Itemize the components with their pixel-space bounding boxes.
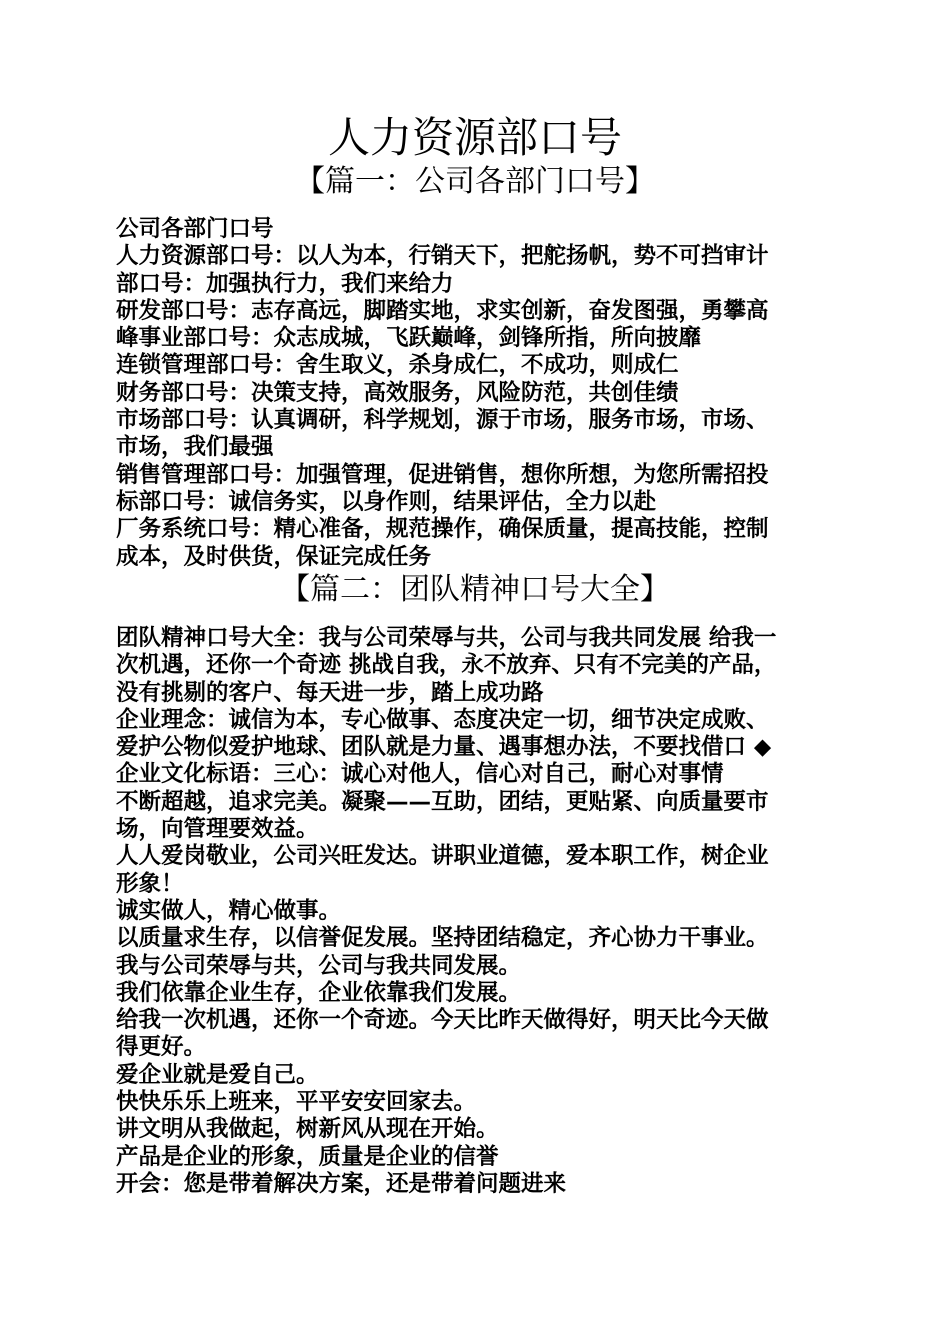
text-line: 企业理念：诚信为本，专心做事、态度决定一切，细节决定成败、: [116, 706, 769, 733]
text-line: 爱企业就是爱自己。: [116, 1061, 319, 1088]
text-line: 销售管理部口号：加强管理，促进销售，想你所想，为您所需招投: [116, 461, 769, 488]
section-heading-2: 【篇二：团队精神口号大全】: [280, 572, 670, 607]
text-line: 形象！: [116, 870, 184, 897]
text-line: 研发部口号：志存高远，脚踏实地，求实创新，奋发图强，勇攀高: [116, 297, 769, 324]
section-1-body: [116, 216, 836, 571]
text-line: 标部口号：诚信务实，以身作则，结果评估，全力以赴: [116, 488, 657, 515]
text-line: 部口号：加强执行力，我们来给力: [116, 270, 454, 297]
text-line: 诚实做人，精心做事。: [116, 897, 342, 924]
text-line: 人力资源部口号：以人为本，行销天下，把舵扬帆，势不可挡审计: [116, 243, 769, 270]
text-line: 开会：您是带着解决方案，还是带着问题进来: [116, 1170, 567, 1197]
text-line: 连锁管理部口号：舍生取义，杀身成仁，不成功，则成仁: [116, 352, 679, 379]
text-line: 成本，及时供货，保证完成任务: [116, 543, 432, 570]
section-2-body: [116, 625, 836, 1198]
text-line: 得更好。: [116, 1034, 207, 1061]
text-line: 财务部口号：决策支持，高效服务，风险防范，共创佳绩: [116, 379, 679, 406]
text-line: 团队精神口号大全：我与公司荣辱与共，公司与我共同发展 给我一: [116, 625, 777, 651]
text-line: 我们依靠企业生存，企业依靠我们发展。: [116, 979, 522, 1006]
text-line: 市场部口号：认真调研，科学规划，源于市场，服务市场，市场、: [116, 407, 769, 434]
text-line: 场，向管理要效益。: [116, 816, 319, 843]
text-line: 不断超越，追求完美。凝聚——互助，团结，更贴紧、向质量要市: [116, 788, 769, 815]
text-line: 以质量求生存，以信誉促发展。坚持团结稳定，齐心协力干事业。: [116, 925, 769, 952]
section-heading-1: 【篇一：公司各部门口号】: [295, 164, 655, 199]
text-line: 厂务系统口号：精心准备，规范操作，确保质量，提高技能，控制: [116, 516, 769, 543]
page-title: 人力资源部口号: [327, 113, 622, 162]
text-line: 给我一次机遇，还你一个奇迹。今天比昨天做得好，明天比今天做: [116, 1007, 769, 1034]
text-line: 市场，我们最强: [116, 434, 274, 461]
text-line: 人人爱岗敬业，公司兴旺发达。讲职业道德，爱本职工作，树企业: [116, 843, 769, 870]
text-line: 公司各部门口号: [116, 216, 274, 242]
text-line: 爱护公物似爱护地球、团队就是力量、遇事想办法，不要找借口 ◆: [116, 734, 772, 761]
text-line: 没有挑剔的客户、每天进一步，踏上成功路: [116, 679, 544, 706]
text-line: 企业文化标语：三心：诚心对他人，信心对自己，耐心对事情: [116, 761, 724, 788]
text-line: 次机遇，还你一个奇迹 挑战自我，永不放弃、只有不完美的产品，: [116, 652, 777, 679]
text-line: 我与公司荣辱与共，公司与我共同发展。: [116, 952, 522, 979]
text-line: 快快乐乐上班来，平平安安回家去。: [116, 1089, 477, 1116]
text-line: 讲文明从我做起，树新风从现在开始。: [116, 1116, 499, 1143]
text-line: 产品是企业的形象，质量是企业的信誉: [116, 1143, 499, 1170]
text-line: 峰事业部口号：众志成城，飞跃巅峰，剑锋所指，所向披靡: [116, 325, 702, 352]
